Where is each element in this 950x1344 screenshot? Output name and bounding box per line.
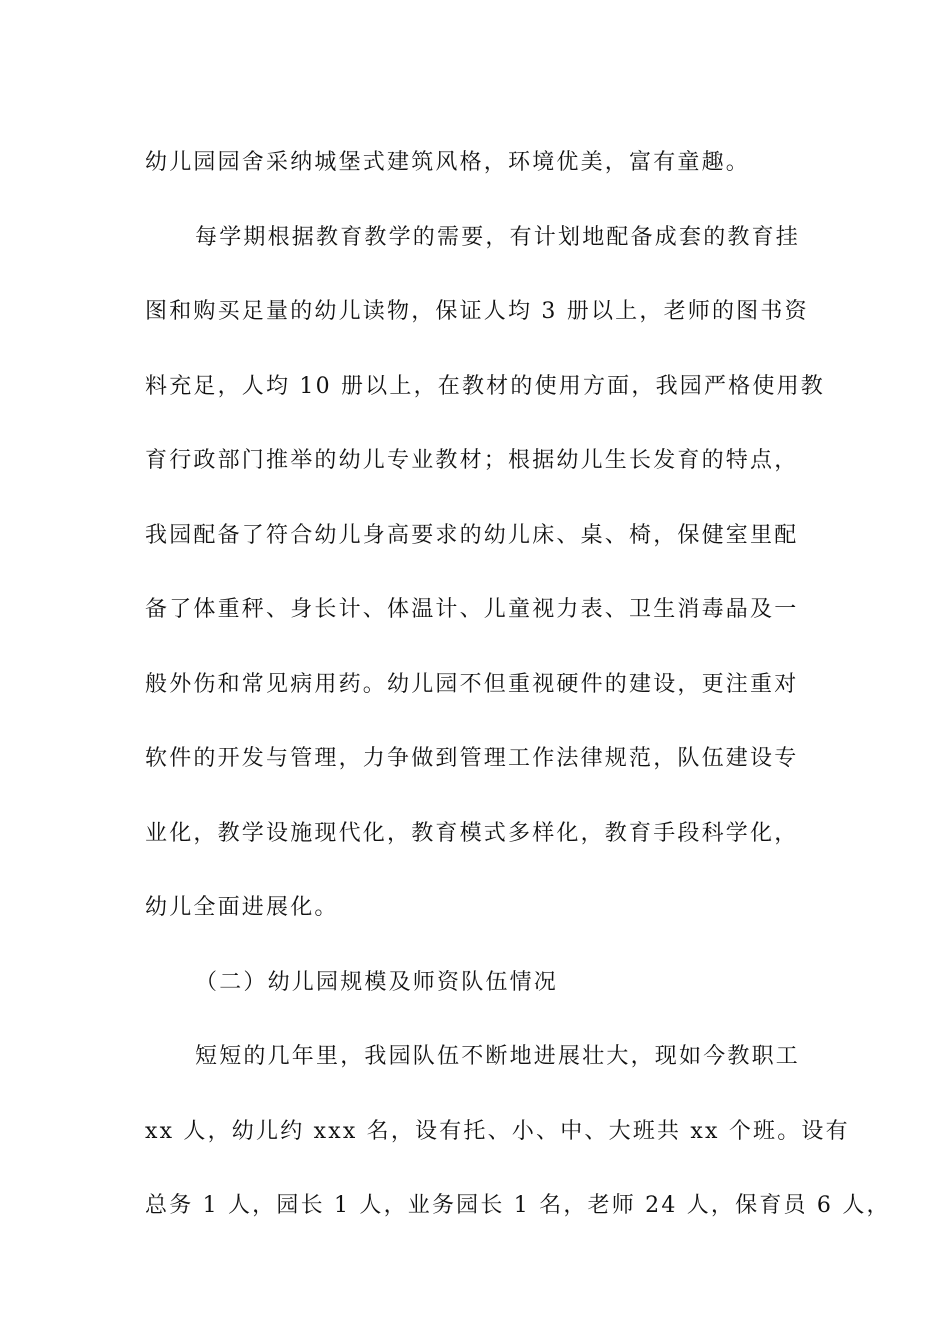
- paragraph-line: 图和购买足量的幼儿读物，保证人均 3 册以上，老师的图书资: [145, 299, 809, 324]
- document-body: [145, 126, 891, 1244]
- paragraph-line: 幼儿全面进展化。: [145, 895, 339, 920]
- paragraph-line: 每学期根据教育教学的需要，有计划地配备成套的教育挂: [195, 224, 801, 250]
- paragraph-line: 短短的几年里，我园队伍不断地进展壮大，现如今教职工: [195, 1044, 801, 1069]
- paragraph-line: 幼儿园园舍采纳城堡式建筑风格，环境优美，富有童趣。: [145, 150, 751, 175]
- section-heading: （二）幼儿园规模及师资队伍情况: [195, 969, 559, 995]
- paragraph-line: 般外伤和常见病用药。幼儿园不但重视硬件的建设，更注重对: [145, 671, 799, 697]
- paragraph-line: 备了体重秤、身长计、体温计、儿童视力表、卫生消毒晶及一: [145, 597, 799, 622]
- paragraph-line: 料充足，人均 10 册以上，在教材的使用方面，我园严格使用教: [145, 373, 825, 399]
- paragraph-line: 软件的开发与管理，力争做到管理工作法律规范，队伍建设专: [145, 746, 799, 771]
- paragraph-line: xx 人，幼儿约 xxx 名，设有托、小、中、大班共 xx 个班。设有: [145, 1118, 850, 1144]
- paragraph-line: 业化，教学设施现代化，教育模式多样化，教育手段科学化，: [145, 820, 799, 846]
- paragraph-line: 育行政部门推举的幼儿专业教材；根据幼儿生长发育的特点，: [145, 448, 799, 473]
- paragraph-line: 我园配备了符合幼儿身高要求的幼儿床、桌、椅，保健室里配: [145, 522, 799, 548]
- paragraph-line: 总务 1 人，园长 1 人，业务园长 1 名，老师 24 人，保育员 6 人，: [145, 1193, 891, 1218]
